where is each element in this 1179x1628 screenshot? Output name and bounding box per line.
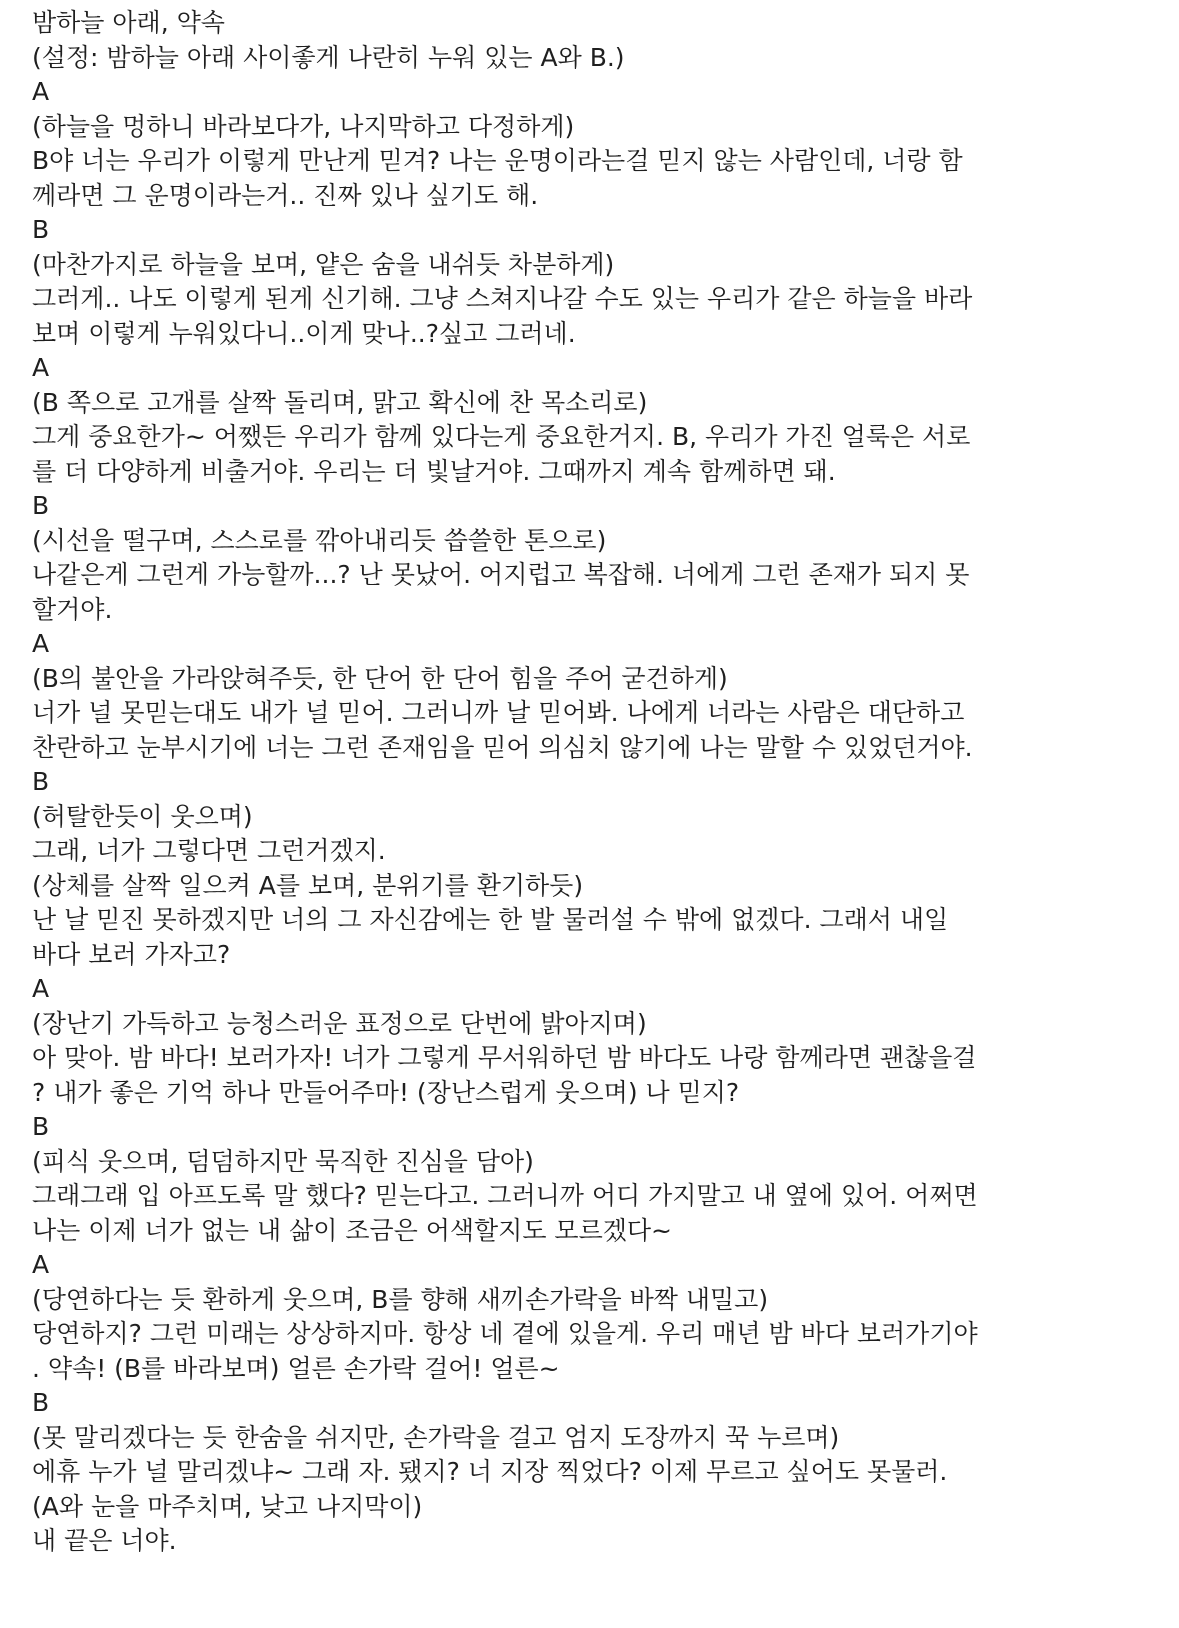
dialogue-line: 보며 이렇게 누워있다니..이게 맞나..?싶고 그러네. xyxy=(32,318,576,348)
dialogue-line: 난 날 믿진 못하겠지만 너의 그 자신감에는 한 발 물러설 수 밖에 없겠다. 그래서 내일 xyxy=(32,905,949,934)
dialogue-line: 너가 널 못믿는대도 내가 널 믿어. 그러니까 날 믿어봐. 나에게 너라는 사람은 대단하고 xyxy=(32,698,965,727)
stage-direction: (하늘을 멍하니 바라보다가, 나지막하고 다정하게) xyxy=(32,111,575,141)
speaker-label: A xyxy=(32,629,50,658)
speaker-label: A xyxy=(32,974,50,1003)
dialogue-line: 바다 보러 가자고? xyxy=(32,939,231,969)
speaker-label: A xyxy=(32,77,50,106)
stage-direction: (당연하다는 듯 환하게 웃으며, B를 향해 새끼손가락을 바짝 내밀고) xyxy=(32,1284,769,1314)
dialogue-line: 그게 중요한가~ 어쨌든 우리가 함께 있다는게 중요한거지. B, 우리가 가진 얼룩은 서로 xyxy=(32,422,971,451)
speaker-label: B xyxy=(32,767,50,796)
dialogue-line: 할거야. xyxy=(32,594,113,624)
dialogue-line: 내 끝은 너야. xyxy=(32,1526,177,1555)
dialogue-line: 찬란하고 눈부시기에 너는 그런 존재임을 믿어 의심치 않기에 나는 말할 수 있었던거야. xyxy=(32,732,973,762)
dialogue-line: 께라면 그 운명이라는거.. 진짜 있나 싶기도 해. xyxy=(32,180,539,210)
dialogue-line: 나는 이제 너가 없는 내 삶이 조금은 어색할지도 모르겠다~ xyxy=(32,1215,672,1245)
document-title: 밤하늘 아래, 약속 xyxy=(32,8,225,37)
stage-direction: (B 쪽으로 고개를 살짝 돌리며, 맑고 확신에 찬 목소리로) xyxy=(32,387,648,417)
stage-direction: (B의 불안을 가라앉혀주듯, 한 단어 한 단어 힘을 주어 굳건하게) xyxy=(32,663,728,693)
speaker-label: A xyxy=(32,1250,50,1279)
stage-direction: (허탈한듯이 웃으며) xyxy=(32,801,253,831)
dialogue-line: B야 너는 우리가 이렇게 만난게 믿겨? 나는 운명이라는걸 믿지 않는 사람인데, 너랑 함 xyxy=(32,146,963,175)
stage-direction: (A와 눈을 마주치며, 낮고 나지막이) xyxy=(32,1491,423,1521)
dialogue-line: 나같은게 그런게 가능할까...? 난 못났어. 어지럽고 복잡해. 너에게 그런 존재가 되지 못 xyxy=(32,560,970,589)
stage-direction: (피식 웃으며, 덤덤하지만 묵직한 진심을 담아) xyxy=(32,1146,534,1176)
stage-direction: (못 말리겠다는 듯 한숨을 쉬지만, 손가락을 걸고 엄지 도장까지 꾹 누르며) xyxy=(32,1422,840,1452)
dialogue-line: 그러게.. 나도 이렇게 된게 신기해. 그냥 스쳐지나갈 수도 있는 우리가 같은 하늘을 바라 xyxy=(32,284,973,313)
dialogue-line: . 약속! (B를 바라보며) 얼른 손가락 걸어! 얼른~ xyxy=(32,1353,560,1383)
dialogue-line: 그래, 너가 그렇다면 그런거겠지. xyxy=(32,836,386,865)
stage-direction: (상체를 살짝 일으켜 A를 보며, 분위기를 환기하듯) xyxy=(32,870,584,900)
speaker-label: B xyxy=(32,1388,50,1417)
stage-direction: (마찬가지로 하늘을 보며, 얕은 숨을 내쉬듯 차분하게) xyxy=(32,249,615,279)
speaker-label: B xyxy=(32,491,50,520)
dialogue-line: 당연하지? 그런 미래는 상상하지마. 항상 네 곁에 있을게. 우리 매년 밤 바다 보러가기야 xyxy=(32,1319,978,1348)
dialogue-line: 에휴 누가 널 말리겠냐~ 그래 자. 됐지? 너 지장 찍었다? 이제 무르고 싶어도 못물러. xyxy=(32,1457,948,1486)
dialogue-line: 를 더 다양하게 비출거야. 우리는 더 빛날거야. 그때까지 계속 함께하면 돼. xyxy=(32,456,836,486)
stage-direction: (장난기 가득하고 능청스러운 표정으로 단번에 밝아지며) xyxy=(32,1008,647,1038)
speaker-label: A xyxy=(32,353,50,382)
speaker-label: B xyxy=(32,215,50,244)
script-document xyxy=(32,6,1152,1559)
dialogue-line: 아 맞아. 밤 바다! 보러가자! 너가 그렇게 무서워하던 밤 바다도 나랑 함께라면 괜찮을걸 xyxy=(32,1043,977,1072)
stage-direction: (설정: 밤하늘 아래 사이좋게 나란히 누워 있는 A와 B.) xyxy=(32,42,625,72)
dialogue-line: ? 내가 좋은 기억 하나 만들어주마! (장난스럽게 웃으며) 나 믿지? xyxy=(32,1077,740,1107)
speaker-label: B xyxy=(32,1112,50,1141)
dialogue-line: 그래그래 입 아프도록 말 했다? 믿는다고. 그러니까 어디 가지말고 내 옆에 있어. 어쩌면 xyxy=(32,1181,978,1210)
stage-direction: (시선을 떨구며, 스스로를 깎아내리듯 씁쓸한 톤으로) xyxy=(32,525,607,555)
